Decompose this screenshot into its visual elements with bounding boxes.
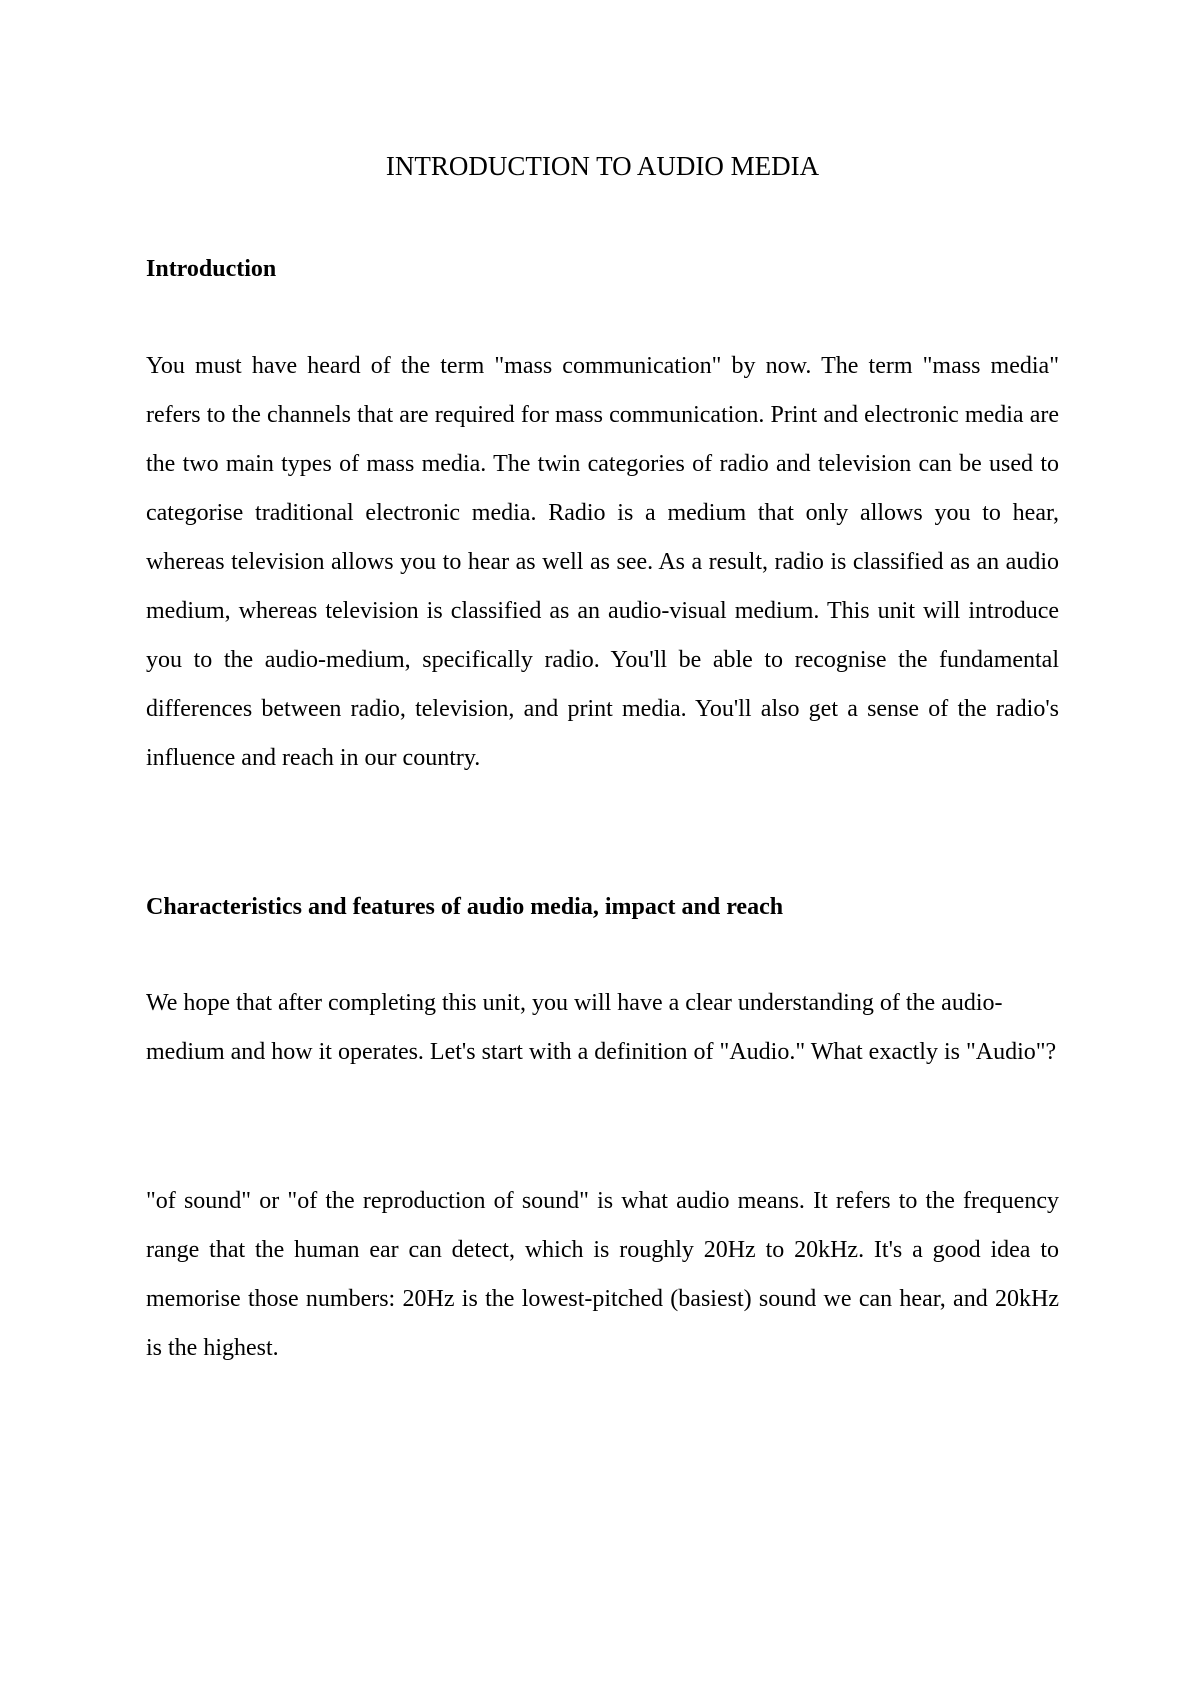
introduction-paragraph: You must have heard of the term "mass communication" by now. The term "mass media" refers to the channels that are required for mass communication. Print and electronic media are the two main types of mass media. The twin categories of radio and television can be used to categorise traditional electronic media. Radio is a medium that only allows you to hear, whereas television allows you to hear as well as see. As a result, radio is classified as an audio medium, whereas television is classified as an audio-visual medium. This unit will introduce you to the audio-medium, specifically radio. You'll be able to recognise the fundamental differences between radio, television, and print media. You'll also get a sense of the radio's influence and reach in our country. <box>146 353 1059 771</box>
characteristics-paragraph-1: We hope that after completing this unit, you will have a clear understanding of the audio-medium and how it operates. Let's start with a definition of "Audio." What exactly is "Audio"? <box>146 990 1057 1065</box>
characteristics-paragraph-2: "of sound" or "of the reproduction of sound" is what audio means. It refers to the frequency range that the human ear can detect, which is roughly 20Hz to 20kHz. It's a good idea to memorise those numbers: 20Hz is the lowest-pitched (basiest) sound we can hear, and 20kHz is the highest. <box>146 1188 1059 1361</box>
section-heading-introduction: Introduction <box>146 256 277 282</box>
section-heading-characteristics: Characteristics and features of audio media, impact and reach <box>146 894 784 920</box>
document-title: INTRODUCTION TO AUDIO MEDIA <box>385 151 820 181</box>
